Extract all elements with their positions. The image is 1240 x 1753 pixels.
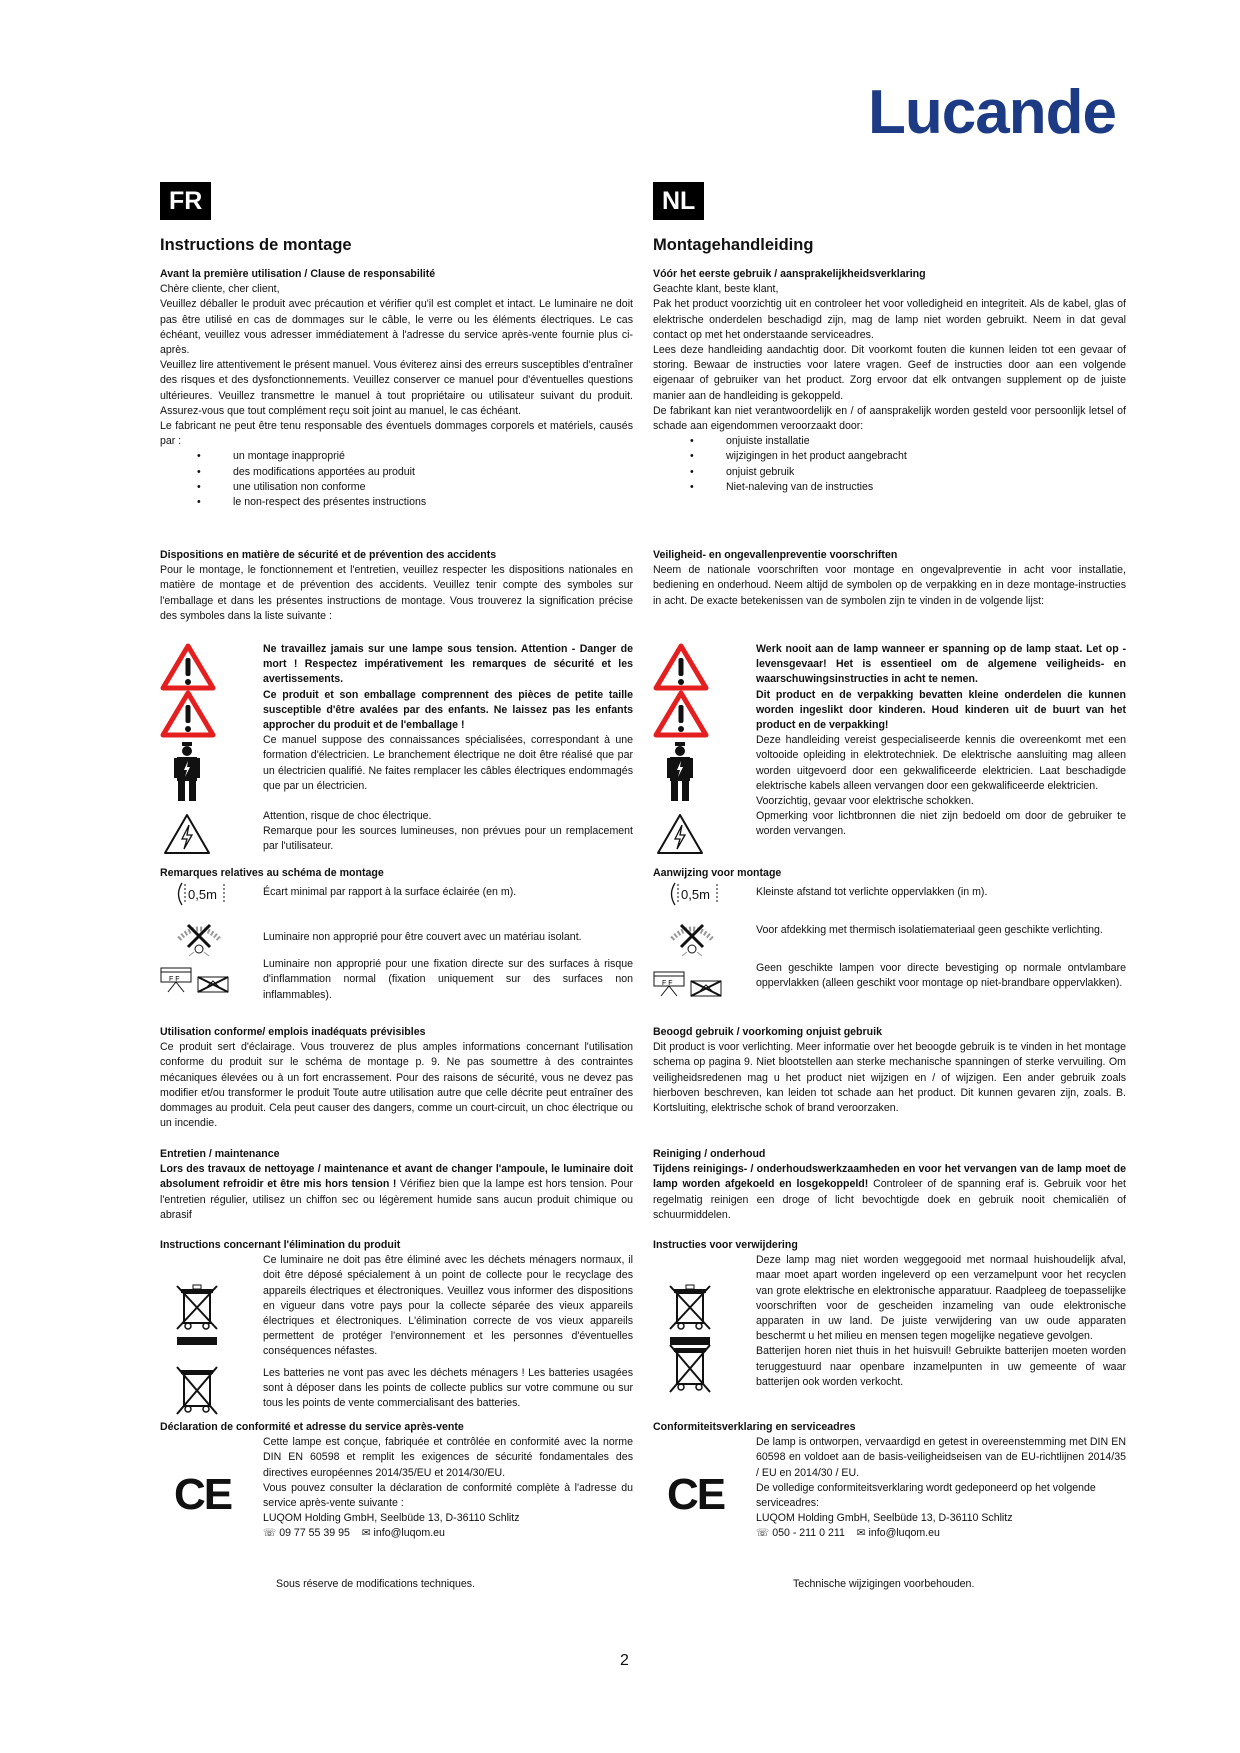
email-address: info@luqom.eu — [868, 1527, 940, 1540]
mounting-note — [160, 957, 633, 1013]
bold-text: Tijdens reinigings- / onderhoudswerkzaamheden en voor het vervangen van de lamp moet de lamp worden afgekoeld en losgekoppeld! — [653, 1163, 1126, 1191]
section-maintenance — [160, 1147, 633, 1223]
section-conformity — [653, 1420, 1126, 1542]
section-heading: Entretien / maintenance — [160, 1148, 280, 1160]
phone-icon: ☏ — [756, 1527, 770, 1540]
disposal-text: Deze lamp mag niet worden weggegooid met normaal huishoudelijk afval, maar moet apart worden ingeleverd op een verzamelpunt voor het recyclen van grote elektrische en elektronische apparatuur. Raadpleeg de toepasselijke voorschriften voor de gescheiden inzameling van oude elektronische apparaten in uw land. De juiste verwijdering van uw oude apparaten beschermt u het milieu en mensen tegen mogelijke negatieve gevolgen. — [756, 1254, 1126, 1343]
paragraph: Veuillez déballer le produit avec précaution et vérifier qu'il est complet et intact. Le luminaire ne doit pas être utilisé en cas de dommages sur le câble, le verre ou les éléments électriques. Le cas échéant, veuillez vous adresser immédiatement à l'adresse du service après-vente fournie plus ci-après. — [160, 298, 633, 357]
contact-line — [263, 1526, 633, 1541]
weee-bin-icon — [174, 1283, 220, 1347]
text: Controleer of de spanning eraf is. Gebruik voor het regelmatig reinigen een droge of licht bevochtigde doek en gebruik nooit chemicaliën of schuurmiddelen. — [653, 1178, 1126, 1221]
paragraph — [653, 1162, 1126, 1223]
section-heading: Remarques relatives au schéma de montage — [160, 867, 384, 879]
ce-mark-icon: CE — [174, 1470, 232, 1520]
paragraph: De fabrikant kan niet verantwoordelijk en / of aansprakelijk worden gesteld voor persoonlijk letsel of schade aan eigendommen veroorzaakt door: — [653, 404, 1126, 433]
warning-text: Deze handleiding vereist gespecialiseerde kennis die overeenkomt met een voltooide opleiding in elektrotechniek. De elektrische aansluiting mag alleen worden uitgevoerd door een gekwalificeerde elektricien. Laat beschadigde elektrische kabels alleen vervangen door een gekwalificeerde elektricien. — [756, 734, 1126, 792]
disposal-note — [160, 1366, 633, 1412]
section-heading: Beoogd gebruik / voorkoming onjuist gebruik — [653, 1026, 882, 1038]
paragraph: Ce produit sert d'éclairage. Vous trouverez de plus amples informations concernant l'utilisation conforme du produit sur le schéma de montage p. 9. Ne pas soumettre à des contraintes mécaniques élevées ou à un fort encrassement. Pour des raisons de sécurité, vous ne devez pas modifier et/ou transformer le produit Toute autre utilisation autre que celle décrite peut entraîner des dommages au produit. Cela peut causer des dangers, comme un court-circuit, un choc électrique ou un incendie. — [160, 1041, 633, 1130]
warning-triangle-icon — [160, 643, 216, 691]
mounting-note — [653, 919, 1126, 961]
section-mounting-notes — [653, 866, 1126, 1017]
section-heading: Conformiteitsverklaring en serviceadres — [653, 1421, 856, 1433]
section-intended-use — [160, 1025, 633, 1131]
section-heading: Utilisation conforme/ emplois inadéquats prévisibles — [160, 1026, 426, 1038]
warning-text: Ne travaillez jamais sur une lampe sous tension. Attention - Danger de mort ! Respectez impérativement les remarques de sécurité et les avertissements. — [263, 643, 633, 686]
mounting-note — [160, 919, 633, 957]
paragraph: Neem de nationale voorschriften voor montage en ongevalpreventie in acht voor installatie, bediening en onderhoud. Neem altijd de symbolen op de verpakking en in deze montage-instructies in acht. De exacte betekenissen van de symbolen zijn te vinden in de volgende lijst: — [653, 564, 1126, 607]
paragraph: Lees deze handleiding aandachtig door. Dit voorkomt fouten die kunnen leiden tot een gevaar of storing. Bewaar de instructies voor latere vragen. Geef de instructies door aan een volgende eigenaar of gebruiker van het product. Zorg ervoor dat elk ontvangen supplement op de juiste manier aan de handleiding is gekoppeld. — [653, 344, 1126, 402]
distance-label: 0,5m — [681, 887, 710, 903]
list-item: • un montage inapproprié — [233, 449, 633, 464]
electrician-icon — [174, 742, 200, 802]
phone-number: 09 77 55 39 95 — [279, 1527, 350, 1540]
section-heading: Reiniging / onderhoud — [653, 1148, 766, 1160]
mounting-note — [160, 881, 633, 919]
contact-line — [756, 1526, 1126, 1541]
conformity-text: De lamp is ontworpen, vervaardigd en getest in overeenstemming met DIN EN 60598 en voldoet aan de basis-veiligheidseisen van de EU-richtlijnen 2014/35 / EU en 2014/30 / EU. — [756, 1436, 1126, 1479]
warning-text: Voorzichtig, gevaar voor elektrische schokken. — [756, 795, 974, 808]
email-icon: ✉ — [361, 1527, 371, 1540]
battery-bin-icon — [174, 1366, 220, 1416]
paragraph: Pak het product voorzichtig uit en controleer het voor volledigheid en integriteit. Als de kabel, glas of elektrische onderdelen beschadigd zijn, mag de lamp niet worden gebruikt. Neem in dat geval contact op met het onderstaande serviceadres. — [653, 298, 1126, 341]
note-text: Kleinste afstand tot verlichte oppervlakken (in m). — [756, 886, 988, 899]
paragraph: Chère cliente, cher client, — [160, 283, 280, 296]
note-text: Luminaire non approprié pour une fixation directe sur des surfaces à risque d'inflammation normal (fixation uniquement sur des surfaces non inflammables). — [263, 958, 633, 1001]
list-item: • wijzigingen in het product aangebracht — [726, 449, 1126, 464]
paragraph: Le fabricant ne peut être tenu responsable des éventuels dommages corporels et matériels, causés par : — [160, 420, 633, 448]
section-safety — [653, 548, 1126, 609]
footer-note: Sous réserve de modifications techniques. — [276, 1578, 476, 1590]
phone-icon: ☏ — [263, 1527, 277, 1540]
disposal-text: Les batteries ne vont pas avec les déchets ménagers ! Les batteries usagées sont à déposer dans les points de collecte publics sur votre commune ou sur tous les points de vente commercialisant des batteries. — [263, 1366, 633, 1410]
disposal-note — [160, 1253, 633, 1359]
phone-number: 050 - 211 0 211 — [772, 1527, 845, 1540]
weee-bin-icon — [667, 1283, 713, 1347]
warning-triangle-icon — [653, 643, 709, 691]
flammable-surface-icon — [653, 969, 723, 999]
warning-block — [653, 642, 1126, 840]
battery-bin-icon — [667, 1344, 713, 1394]
paragraph: Geachte klant, beste klant, — [653, 283, 779, 296]
column-fr — [160, 182, 633, 1590]
bold-text: Lors des travaux de nettoyage / maintenance et avant de changer l'ampoule, le luminaire doit absolument refroidir et être mis hors tension ! — [160, 1163, 633, 1191]
doc-title: Montagehandleiding — [653, 236, 814, 254]
column-nl — [653, 182, 1126, 1590]
doc-title: Instructions de montage — [160, 236, 352, 254]
section-first-use — [653, 267, 1126, 495]
section-heading: Avant la première utilisation / Clause de responsabilité — [160, 268, 436, 280]
warning-block — [160, 642, 633, 855]
section-safety — [160, 548, 633, 624]
note-text: Écart minimal par rapport à la surface éclairée (en m). — [263, 886, 517, 899]
svg-text:F F: F F — [169, 976, 180, 984]
disposal-text: Batterijen horen niet thuis in het huisvuil! Gebruikte batterijen moeten worden teruggestuurd naar openbare inzamelpunten in uw gemeente of waar batterijen ook worden verkocht. — [756, 1345, 1126, 1388]
note-text: Geen geschikte lampen voor directe bevestiging op normale ontvlambare oppervlakken (alleen geschikt voor montage op niet-brandbare oppervlakken). — [756, 962, 1126, 990]
warning-text: Ce produit et son emballage comprennent des pièces de petite taille susceptible d'être avalées par des enfants. Ne laissez pas les enfants approcher du produit et de l'emballage ! — [263, 688, 633, 732]
paragraph: Veuillez lire attentivement le présent manuel. Vous éviterez ainsi des erreurs susceptibles d'entraîner des risques et des dysfonctionnements. Veuillez conserver ce manuel pour d'éventuelles questions ultérieures. Veuillez transmettre le manuel à tout propriétaire ou utilisateur suivant du produit. Assurez-vous que tout complément reçu soit joint au manuel, le cas échéant. — [160, 359, 633, 417]
conformity-text: De volledige conformiteitsverklaring wordt gedeponeerd op het volgende serviceadres: — [756, 1481, 1096, 1510]
section-heading: Aanwijzing voor montage — [653, 867, 782, 879]
list-item: • des modifications apportées au produit — [233, 465, 633, 480]
ce-mark-icon: CE — [667, 1470, 725, 1520]
warning-text: Werk nooit aan de lamp wanneer er spanning op de lamp staat. Let op - levensgevaar! Het is essentieel om de algemene veiligheids- en waarschuwingsinstructies in acht te nemen. — [756, 643, 1126, 686]
warning-text: Attention, risque de choc électrique. — [263, 810, 432, 823]
liability-list — [653, 434, 1126, 495]
electrician-icon — [667, 742, 693, 802]
section-heading: Vóór het eerste gebruik / aansprakelijkheidsverklaring — [653, 268, 926, 280]
section-heading: Dispositions en matière de sécurité et de prévention des accidents — [160, 549, 497, 561]
section-disposal — [653, 1238, 1126, 1390]
section-mounting-notes — [160, 866, 633, 1013]
distance-label: 0,5m — [188, 887, 217, 903]
text: Vérifiez bien que la lampe est hors tension. Pour l'entretien régulier, utilisez un chiffon sec ou légèrement humide sans aucun produit chimique ou abrasif — [160, 1178, 633, 1221]
email-address: info@luqom.eu — [373, 1527, 445, 1540]
conformity-block — [653, 1435, 1126, 1541]
service-address: LUQOM Holding GmbH, Seelbüde 13, D-36110 Schlitz — [756, 1512, 1013, 1525]
email-icon: ✉ — [856, 1527, 866, 1540]
paragraph — [160, 1162, 633, 1223]
list-item: • une utilisation non conforme — [233, 480, 633, 495]
warning-triangle-icon — [160, 690, 216, 738]
language-label: FR — [160, 182, 211, 220]
note-text: Luminaire non approprié pour être couvert avec un matériau isolant. — [263, 931, 582, 944]
note-text: Voor afdekking met thermisch isolatiemateriaal geen geschikte verlichting. — [756, 924, 1103, 937]
section-intended-use — [653, 1025, 1126, 1116]
electric-shock-icon — [162, 812, 212, 856]
list-item: • onjuist gebruik — [726, 465, 1126, 480]
brand-logo: Lucande — [868, 78, 1116, 147]
warning-text: Ce manuel suppose des connaissances spécialisées, correspondant à une formation d'électricien. Le branchement électrique ne doit être réalisé que par un électricien qualifié. Ne faites remplacer les câbles électriques endommagés que par un électricien. — [263, 734, 633, 792]
language-label: NL — [653, 182, 704, 220]
distance-icon — [667, 881, 719, 907]
mounting-note — [653, 961, 1126, 1017]
list-item: • le non-respect des présentes instructions — [233, 495, 633, 510]
warning-text: Remarque pour les sources lumineuses, non prévues pour un remplacement par l'utilisateur. — [263, 825, 633, 853]
electric-shock-icon — [655, 812, 705, 856]
conformity-text: Vous pouvez consulter la déclaration de conformité complète à l'adresse du service après-vente suivante : — [263, 1481, 633, 1510]
liability-list — [160, 449, 633, 510]
page-number: 2 — [620, 1652, 629, 1669]
disposal-note — [653, 1344, 1126, 1390]
section-conformity — [160, 1420, 633, 1542]
footer-note: Technische wijzigingen voorbehouden. — [793, 1578, 975, 1590]
section-maintenance — [653, 1147, 1126, 1223]
section-heading: Veiligheid- en ongevallenpreventie voorschriften — [653, 549, 898, 561]
section-disposal — [160, 1238, 633, 1411]
warning-text: Dit product en de verpakking bevatten kleine onderdelen die kunnen worden ingeslikt door kinderen. Houd kinderen uit de buurt van het product en de verpakking! — [756, 688, 1126, 732]
svg-text:F F: F F — [662, 980, 673, 988]
section-heading: Déclaration de conformité et adresse du service après-vente — [160, 1421, 464, 1433]
warning-text: Opmerking voor lichtbronnen die niet zijn bedoeld om door de gebruiker te worden vervangen. — [756, 810, 1126, 838]
flammable-surface-icon — [160, 965, 230, 995]
disposal-note — [653, 1253, 1126, 1344]
mounting-note — [653, 881, 1126, 919]
no-insulation-cover-icon — [667, 919, 717, 959]
service-address: LUQOM Holding GmbH, Seelbüde 13, D-36110 Schlitz — [263, 1512, 520, 1525]
distance-icon — [174, 881, 226, 907]
paragraph: Dit product is voor verlichting. Meer informatie over het beoogde gebruik is te vinden in het montage schema op pagina 9. Niet blootstellen aan sterke mechanische spanningen of sterke vervuiling. Om veiligheidsredenen mag u het product niet wijzigen en / of wijzigen. Een ander gebruik zoals hierboven beschreven, kan leiden tot schade aan het product. Dit kunnen gevaren zijn, zoals. B. Kortsluiting, elektrische schok of brand veroorzaken. — [653, 1041, 1126, 1115]
no-insulation-cover-icon — [174, 919, 224, 959]
list-item: • Niet-naleving van de instructies — [726, 480, 1126, 495]
conformity-text: Cette lampe est conçue, fabriquée et contrôlée en conformité avec la norme DIN EN 60598 et remplit les exigences de sécurité fondamentales des directives européennes 2014/35/EU et 2014/30/EU. — [263, 1436, 633, 1479]
conformity-block — [160, 1435, 633, 1541]
list-item: • onjuiste installatie — [726, 434, 1126, 449]
disposal-text: Ce luminaire ne doit pas être éliminé avec les déchets ménagers normaux, il doit être déposé spécialement à un point de collecte pour le recyclage des appareils électriques et électroniques. Veuillez vous informer des dispositions en vigueur dans votre pays pour la collecte séparée des vieux appareils électriques et électroniques. L'élimination correcte de vos vieux appareils permettent de protéger l'environnement et les personnes d'éventuelles conséquences néfastes. — [263, 1254, 633, 1358]
paragraph: Pour le montage, le fonctionnement et l'entretien, veuillez respecter les dispositions nationales en matière de montage et de prévention des accidents. Veuillez tenir compte des symboles sur l'emballage et dans les présentes instructions de montage. Vous trouverez la signification précise des symboles dans la liste suivante : — [160, 564, 633, 622]
section-heading: Instructies voor verwijdering — [653, 1239, 798, 1251]
section-first-use — [160, 267, 633, 510]
warning-triangle-icon — [653, 690, 709, 738]
section-heading: Instructions concernant l'élimination du produit — [160, 1239, 401, 1251]
